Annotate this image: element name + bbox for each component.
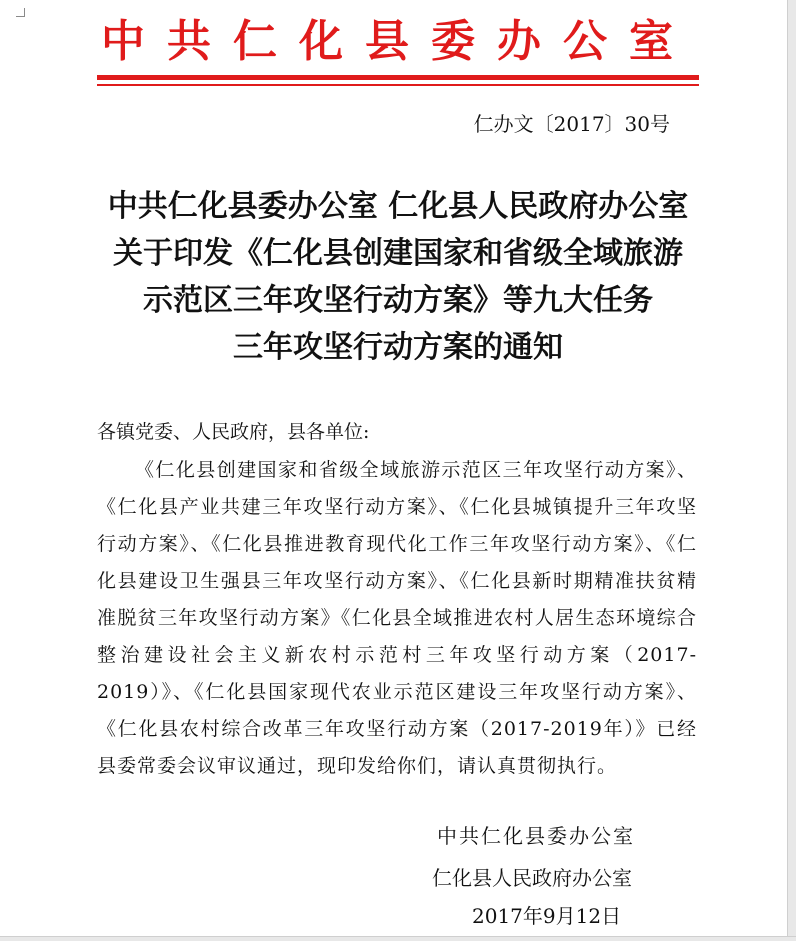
signature-date: 2017年9月12日 [472, 904, 622, 928]
page-corner-mark [16, 8, 25, 17]
title-line-1: 中共仁化县委办公室 仁化县人民政府办公室 [107, 189, 689, 224]
page-edge-bottom [0, 936, 796, 941]
title-line-3: 示范区三年攻坚行动方案》等九大任务 [143, 283, 653, 318]
salutation: 各镇党委、人民政府，县各单位: [97, 421, 370, 443]
title-line-2: 关于印发《仁化县创建国家和省级全域旅游 [113, 236, 683, 271]
signature-org-party: 中共仁化县委办公室 [437, 824, 635, 848]
letterhead-title: 中共仁化县委办公室 [101, 16, 695, 67]
document-number: 仁办文〔2017〕30号 [473, 112, 670, 136]
letterhead-red-rule-thick [97, 75, 699, 80]
title-line-4: 三年攻坚行动方案的通知 [233, 330, 563, 365]
letterhead-red-rule-thin [97, 84, 699, 86]
signature-org-government: 仁化县人民政府办公室 [432, 866, 632, 890]
page-edge-right [787, 0, 796, 941]
body-paragraph: 《仁化县创建国家和省级全域旅游示范区三年攻坚行动方案》、《仁化县产业共建三年攻坚行动方案》、《仁化县城镇提升三年攻坚行动方案》、《仁化县推进教育现代化工作三年攻坚行动方案》、《仁化县建设卫生强县三年攻坚行动方案》、《仁化县新时期精准扶贫精准脱贫三年攻坚行动方案》《仁化县全域推进农村人居生态环境综合整治建设社会主义新农村示范村三年攻坚行动方案（2017-2019）》、《仁化县国家现代农业示范区建设三年攻坚行动方案》、《仁化县农村综合改革三年攻坚行动方案（2017-2019年）》已经县委常委会议审议通过，现印发给你们，请认真贯彻执行。 [97, 459, 697, 777]
document-title [60, 183, 736, 371]
